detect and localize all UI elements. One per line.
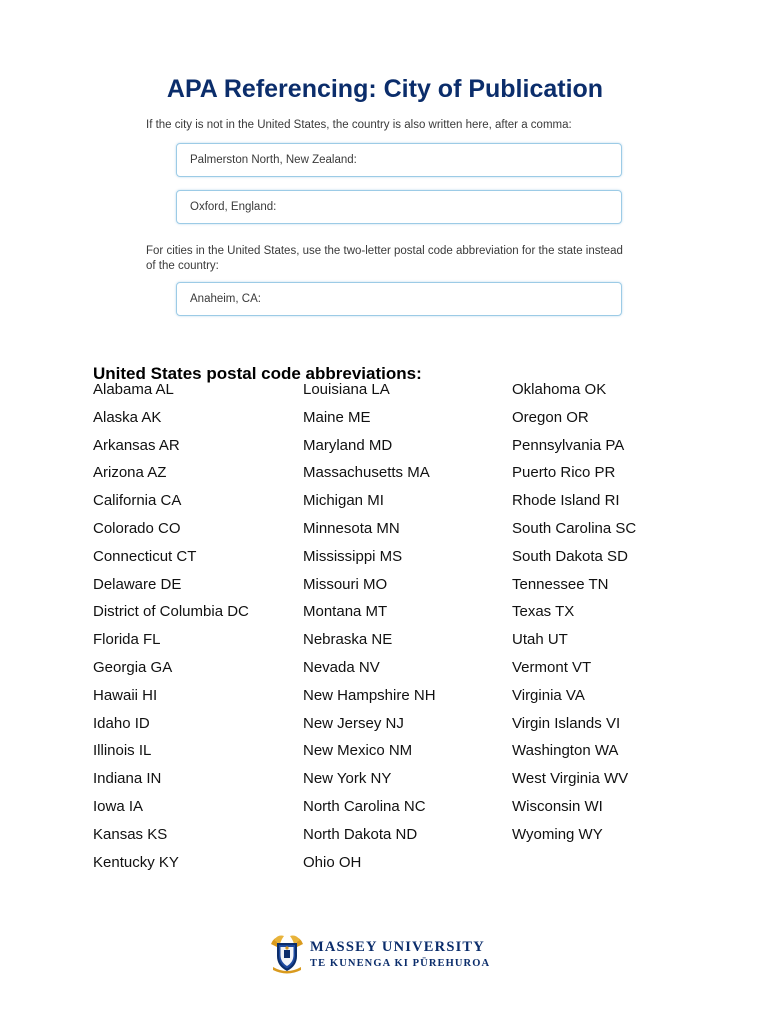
abbreviation-item: Nevada NV	[303, 658, 380, 676]
abbreviation-item: Virgin Islands VI	[512, 714, 621, 732]
abbreviation-item: Arizona AZ	[93, 464, 167, 482]
abbreviation-item: California CA	[93, 492, 182, 510]
abbreviation-item: West Virginia WV	[512, 770, 629, 788]
abbreviation-item: Ohio OH	[303, 853, 362, 871]
abbreviation-item: North Dakota ND	[303, 825, 418, 843]
abbreviation-item: Georgia GA	[93, 658, 173, 676]
abbreviation-item: Vermont VT	[512, 658, 592, 676]
abbreviation-item: Colorado CO	[93, 519, 181, 537]
massey-crest-icon	[268, 934, 306, 974]
abbreviation-item: Montana MT	[303, 603, 388, 621]
abbreviation-item: South Carolina SC	[512, 519, 637, 537]
abbreviation-item: Nebraska NE	[303, 631, 393, 649]
massey-logo	[268, 934, 508, 976]
abbreviation-item: Oregon OR	[512, 408, 589, 426]
section-heading: United States postal code abbreviations:	[93, 364, 422, 384]
abbreviation-item: Virginia VA	[512, 686, 585, 704]
example-box-anaheim	[176, 282, 622, 316]
abbreviation-item: South Dakota SD	[512, 547, 628, 565]
abbreviation-item: Tennessee TN	[512, 575, 609, 593]
abbreviation-item: Hawaii HI	[93, 686, 158, 704]
example-text: Oxford, England:	[190, 201, 277, 213]
abbreviation-item: Oklahoma OK	[512, 381, 607, 398]
abbreviation-item: Iowa IA	[93, 797, 144, 815]
abbreviation-column-1	[93, 379, 249, 879]
abbreviation-column-2	[303, 379, 436, 879]
abbreviation-item: New Hampshire NH	[303, 686, 436, 704]
abbreviation-item: Texas TX	[512, 603, 575, 621]
international-note: If the city is not in the United States, the country is also written here, after a comma:	[146, 119, 572, 131]
abbreviation-item: Missouri MO	[303, 575, 388, 593]
abbreviation-item: Illinois IL	[93, 742, 152, 760]
abbreviation-item: Maryland MD	[303, 436, 393, 454]
abbreviation-item: Pennsylvania PA	[512, 436, 625, 454]
abbreviation-item: Maine ME	[303, 408, 371, 426]
abbreviation-item: Washington WA	[512, 742, 619, 760]
abbreviation-item: Louisiana LA	[303, 381, 390, 398]
abbreviation-item: Puerto Rico PR	[512, 464, 616, 482]
logo-subtitle: TE KUNENGA KI PŪREHUROA	[310, 958, 491, 969]
example-text: Palmerston North, New Zealand:	[190, 154, 357, 166]
abbreviation-item: Massachusetts MA	[303, 464, 430, 482]
abbreviation-item: Rhode Island RI	[512, 492, 620, 510]
abbreviation-item: Wisconsin WI	[512, 797, 603, 815]
abbreviation-item: Delaware DE	[93, 575, 182, 593]
abbreviation-column-3	[512, 379, 636, 852]
abbreviation-item: Michigan MI	[303, 492, 384, 510]
abbreviation-item: Florida FL	[93, 631, 161, 649]
abbreviation-item: Kentucky KY	[93, 853, 179, 871]
page-title: APA Referencing: City of Publication	[166, 74, 604, 103]
abbreviation-item: Connecticut CT	[93, 547, 197, 565]
us-note: For cities in the United States, use the two-letter postal code abbreviation for the state instead of the country:	[146, 245, 623, 272]
abbreviation-item: North Carolina NC	[303, 797, 426, 815]
logo-name: MASSEY UNIVERSITY	[310, 939, 485, 955]
abbreviation-item: Minnesota MN	[303, 519, 400, 537]
abbreviation-item: District of Columbia DC	[93, 603, 249, 621]
abbreviation-item: Arkansas AR	[93, 436, 180, 454]
example-text: Anaheim, CA:	[190, 293, 261, 305]
abbreviation-item: New Mexico NM	[303, 742, 413, 760]
abbreviation-item: New York NY	[303, 770, 392, 788]
abbreviation-item: Utah UT	[512, 631, 568, 649]
example-box-oxford	[176, 190, 622, 224]
abbreviation-item: Kansas KS	[93, 825, 168, 843]
abbreviation-item: Alabama AL	[93, 381, 174, 398]
abbreviation-item: Alaska AK	[93, 408, 162, 426]
abbreviation-item: Mississippi MS	[303, 547, 403, 565]
example-box-palmerston	[176, 143, 622, 177]
abbreviation-item: Indiana IN	[93, 770, 162, 788]
abbreviation-item: Wyoming WY	[512, 825, 603, 843]
abbreviation-item: New Jersey NJ	[303, 714, 404, 732]
abbreviation-item: Idaho ID	[93, 714, 150, 732]
